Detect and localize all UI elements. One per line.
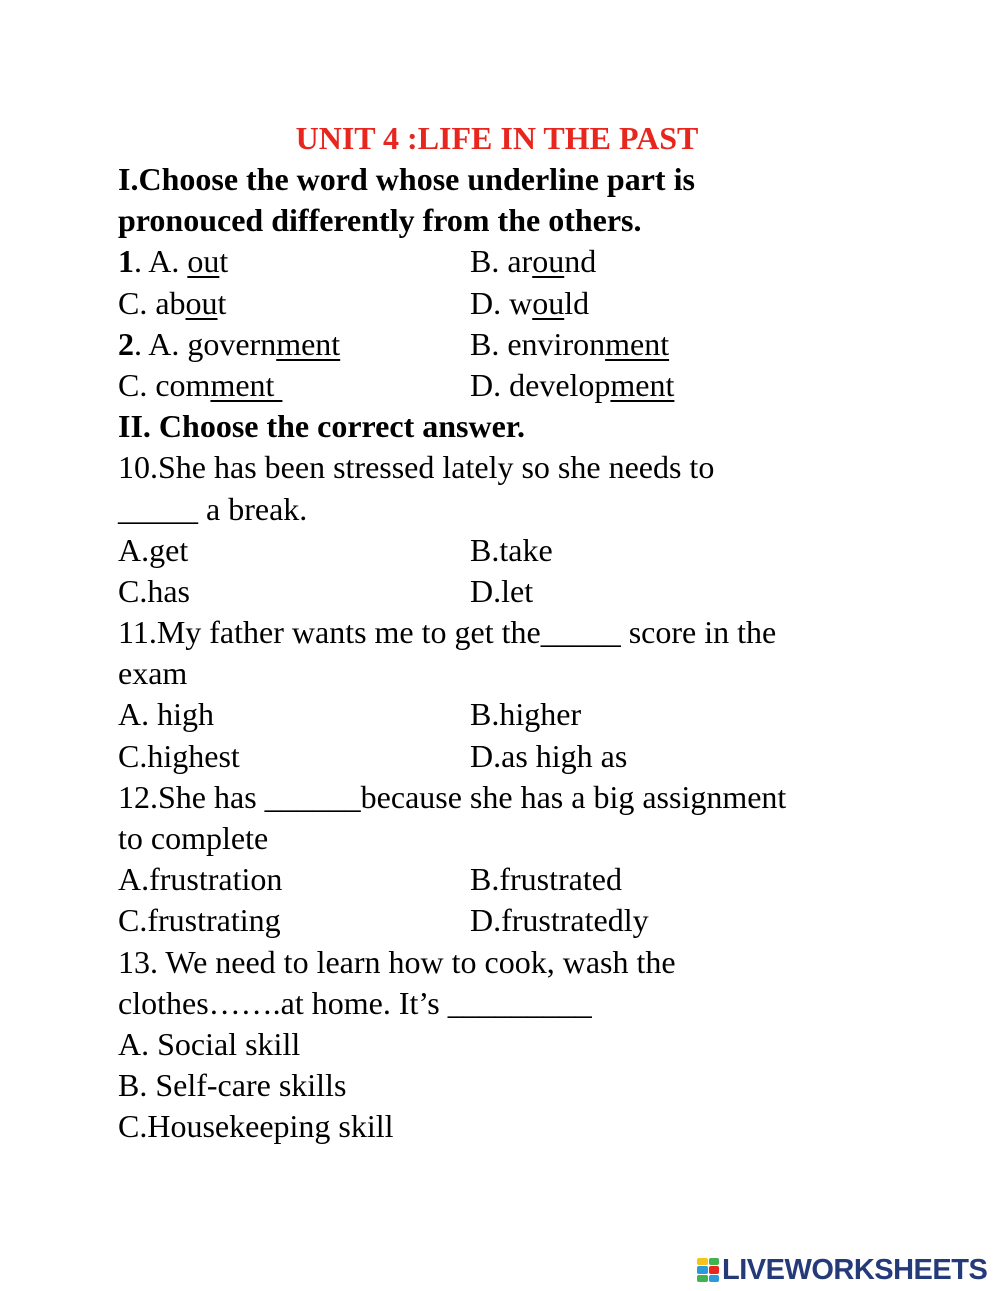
q12-option-c: C.frustrating	[118, 902, 281, 939]
q13-stem-line2: clothes…….at home. It’s _________	[118, 984, 592, 1021]
q11-option-b: B.higher	[470, 696, 582, 733]
q2-option-c: C. comment	[118, 366, 283, 403]
worksheet	[118, 118, 918, 1148]
q12-stem-line1: 12.She has ______because she has a big assignment	[118, 778, 787, 815]
q11-row-ab	[118, 694, 918, 735]
q11-option-d: D.as high as	[470, 737, 628, 774]
q10-row-cd	[118, 571, 918, 612]
q13-option-c: C.Housekeeping skill	[118, 1108, 394, 1145]
q2-row-cd	[118, 365, 918, 406]
q11-stem-line2: exam	[118, 655, 188, 692]
q13-option-a: A. Social skill	[118, 1025, 301, 1062]
q13-option-b: B. Self-care skills	[118, 1067, 347, 1104]
q10-row-ab	[118, 530, 918, 571]
q11-option-c: C.highest	[118, 737, 240, 774]
q2-option-a: 2. A. government	[118, 325, 341, 362]
q12-row-ab	[118, 859, 918, 900]
q12-option-b: B.frustrated	[470, 861, 622, 898]
q12-option-d: D.frustratedly	[470, 902, 649, 939]
q10-stem-line1: 10.She has been stressed lately so she needs to	[118, 449, 715, 486]
q11-stem-line1: 11.My father wants me to get the_____ score in the	[118, 614, 777, 651]
q13-stem-line1: 13. We need to learn how to cook, wash the	[118, 943, 676, 980]
q2-row-ab	[118, 324, 918, 365]
q2-option-b: B. environment	[470, 325, 670, 362]
q1-option-c: C. about	[118, 284, 227, 321]
q10-stem-line2: _____ a break.	[118, 490, 308, 527]
q12-option-a: A.frustration	[118, 861, 283, 898]
section2-heading: II. Choose the correct answer.	[118, 408, 526, 445]
q10-option-a: A.get	[118, 531, 189, 568]
q1-option-b: B. around	[470, 243, 597, 280]
liveworksheets-logo-icon	[697, 1258, 719, 1282]
q10-option-b: B.take	[470, 531, 553, 568]
q1-row-ab	[118, 241, 918, 282]
page-title: UNIT 4 :LIFE IN THE PAST	[295, 120, 699, 156]
section1-heading-line2: pronouced differently from the others.	[118, 202, 642, 239]
q10-option-c: C.has	[118, 572, 190, 609]
q1-option-a: 1. A. out	[118, 243, 229, 280]
q1-option-d: D. would	[470, 284, 590, 321]
logo-text: LIVEWORKSHEETS	[722, 1253, 988, 1286]
q11-row-cd	[118, 736, 918, 777]
q12-stem-line2: to complete	[118, 820, 269, 856]
q1-row-cd	[118, 283, 918, 324]
q10-option-d: D.let	[470, 572, 534, 609]
q12-row-cd	[118, 900, 918, 941]
q11-option-a: A. high	[118, 696, 214, 733]
q2-option-d: D. development	[470, 366, 675, 403]
section1-heading-line1: I.Choose the word whose underline part is	[118, 161, 695, 197]
liveworksheets-logo	[697, 1255, 987, 1285]
